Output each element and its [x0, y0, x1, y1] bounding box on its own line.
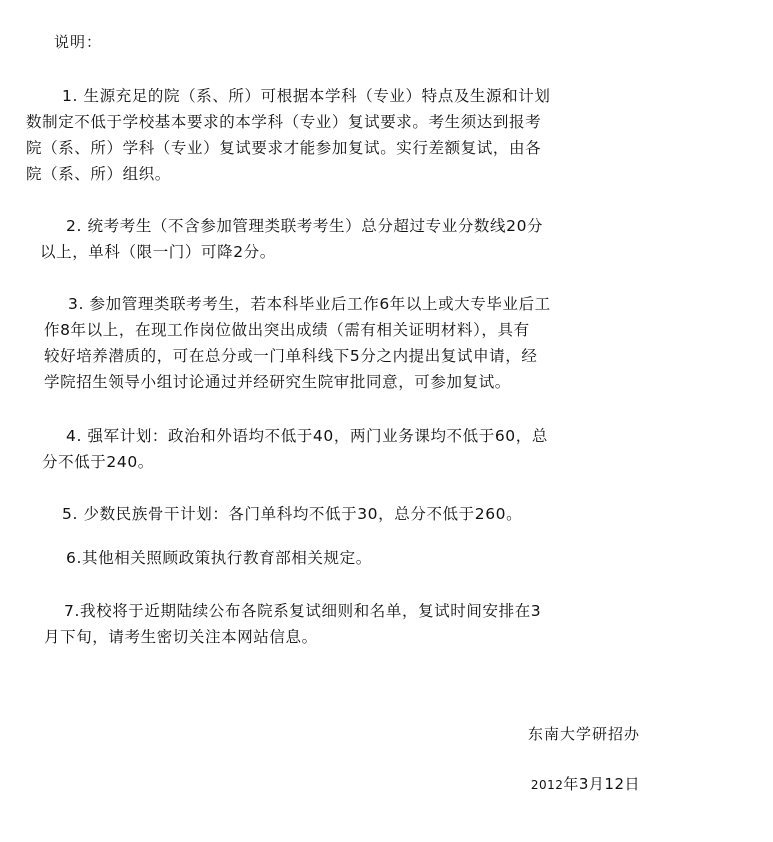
- paragraph-line: 月下旬，请考生密切关注本网站信息。: [44, 628, 318, 646]
- paragraph-line: 作8年以上，在现工作岗位做出突出成绩（需有相关证明材料），具有: [44, 321, 530, 339]
- note-paragraph-2: [40, 213, 680, 265]
- note-paragraph-7: [44, 598, 684, 650]
- paragraph-line: 以上，单科（限一门）可降2分。: [40, 243, 276, 261]
- paragraph-line: 学院招生领导小组讨论通过并经研究生院审批同意，可参加复试。: [44, 373, 511, 391]
- paragraph-line: 较好培养潜质的，可在总分或一门单科线下5分之内提出复试申请，经: [44, 347, 538, 365]
- paragraph-line: 3. 参加管理类联考考生，若本科毕业后工作6年以上或大专毕业后工: [68, 295, 551, 313]
- paragraph-line: 4. 强军计划：政治和外语均不低于40，两门业务课均不低于60，总: [66, 427, 548, 445]
- paragraph-line: 1. 生源充足的院（系、所）可根据本学科（专业）特点及生源和计划: [62, 87, 551, 105]
- issue-date: [531, 773, 640, 796]
- paragraph-line: 2. 统考考生（不含参加管理类联考考生）总分超过专业分数线20分: [66, 217, 544, 235]
- note-paragraph-4: [42, 423, 682, 475]
- paragraph-line: 分不低于240。: [42, 453, 154, 471]
- note-paragraph-6: [66, 545, 706, 571]
- paragraph-line: 院（系、所）学科（专业）复试要求才能参加复试。实行差额复试，由各: [26, 139, 542, 157]
- paragraph-line: 数制定不低于学校基本要求的本学科（专业）复试要求。考生须达到报考: [26, 113, 542, 131]
- note-paragraph-5: [62, 501, 702, 527]
- notes-heading: 说明：: [54, 33, 103, 51]
- paragraph-line: 7.我校将于近期陆续公布各院系复试细则和名单，复试时间安排在3: [64, 602, 542, 620]
- paragraph-line: 5. 少数民族骨干计划：各门单科均不低于30，总分不低于260。: [62, 505, 523, 523]
- note-paragraph-1: [26, 83, 666, 187]
- note-paragraph-3: [44, 291, 684, 395]
- paragraph-line: 6.其他相关照顾政策执行教育部相关规定。: [66, 549, 372, 567]
- paragraph-line: 院（系、所）组织。: [26, 165, 171, 183]
- issue-date-year: 2012: [530, 778, 564, 792]
- issue-date-rest: 年3月12日: [563, 775, 640, 793]
- issuer-signature: 东南大学研招办: [527, 725, 640, 743]
